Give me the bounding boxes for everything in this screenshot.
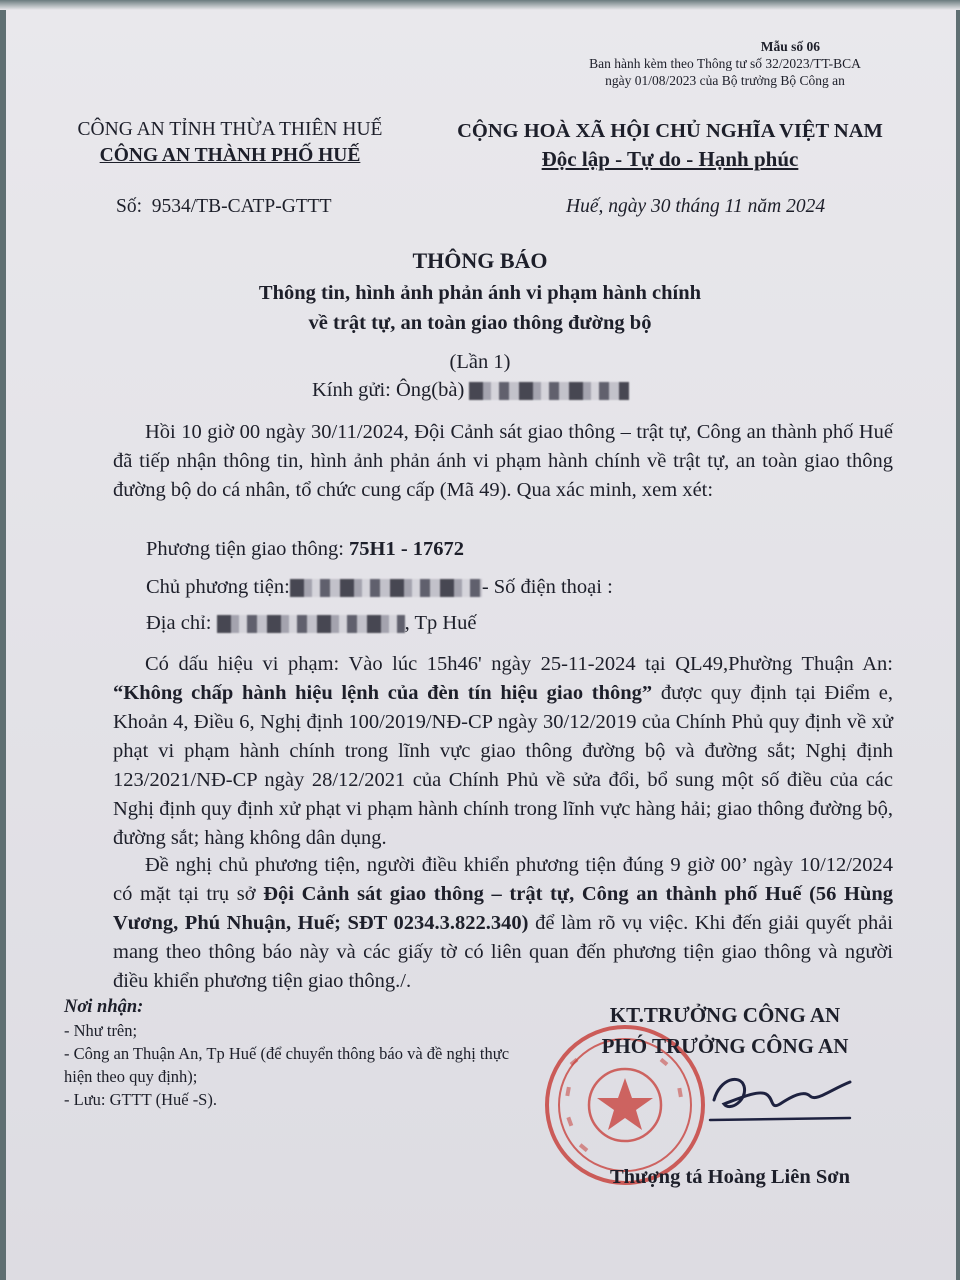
address-line xyxy=(146,609,477,638)
redacted-address xyxy=(217,615,405,633)
recipients-heading: Nơi nhận: xyxy=(64,997,144,1017)
document-number: Số: 9534/TB-CATP-GTTT xyxy=(116,196,332,217)
address-label: Địa chỉ: xyxy=(146,612,212,634)
phone-label: - Số điện thoại : xyxy=(481,576,613,598)
notice-round: (Lần 1) xyxy=(449,351,511,373)
page-edge-shadow xyxy=(0,0,960,10)
issuing-agency: CÔNG AN THÀNH PHỐ HUẾ xyxy=(99,145,361,166)
signatory-name: Thượng tá Hoàng Liên Sơn xyxy=(609,1166,851,1188)
vehicle-label: Phương tiện giao thông: xyxy=(146,538,350,560)
recipients-block xyxy=(64,996,524,1111)
form-issued-line2: ngày 01/08/2023 của Bộ trưởng Bộ Công an xyxy=(605,73,845,88)
vehicle-line xyxy=(146,535,464,564)
redacted-owner-name xyxy=(290,579,482,597)
handwritten-signature xyxy=(700,1060,860,1130)
recipient-item: - Công an Thuận An, Tp Huế (để chuyển thông báo và đề nghị thực hiện theo quy định); xyxy=(64,1044,510,1086)
vehicle-plate: 75H1 - 17672 xyxy=(349,538,465,560)
document-subtitle-1: Thông tin, hình ảnh phản ánh vi phạm hành chính xyxy=(258,282,702,304)
signature-block xyxy=(530,1000,920,1062)
police-office-address: Đội Cảnh sát giao thông – trật tự, Công an thành phố Huế (56 Hùng Vương, Phú Nhuận, Huế; SĐT 0234.3.822.340) xyxy=(113,883,894,934)
issuing-agency-block xyxy=(40,117,420,169)
form-issued-line1: Ban hành kèm theo Thông tư số 32/2023/TT-BCA xyxy=(589,56,861,71)
national-motto: Độc lập - Tự do - Hạnh phúc xyxy=(541,147,799,171)
address-city: , Tp Huế xyxy=(404,612,477,634)
owner-label: Chủ phương tiện: xyxy=(146,576,290,598)
recipient-line xyxy=(312,376,629,405)
document-title: THÔNG BÁO xyxy=(412,248,548,273)
recipient-item: - Như trên; xyxy=(64,1021,138,1040)
country-name: CỘNG HOÀ XÃ HỘI CHỦ NGHĨA VIỆT NAM xyxy=(457,120,883,142)
form-reference xyxy=(560,38,890,89)
national-header xyxy=(430,117,910,173)
paragraph-request: Đề nghị chủ phương tiện, người điều khiển phương tiện đúng 9 giờ 00’ ngày 10/12/2024 có mặt tại trụ sở Đội Cảnh sát giao thông – trật tự, Công an thành phố Huế (56 Hùng Vương, Phú Nhuận, Huế; SĐT 0234.3.822.340) để làm rõ vụ việc. Khi đến giải quyết phải mang theo thông báo này và các giấy tờ có liên quan đến phương tiện giao thông và người điều khiển phương tiện giao thông./. xyxy=(113,854,894,992)
violation-description: “Không chấp hành hiệu lệnh của đèn tín hiệu giao thông” xyxy=(113,682,653,704)
signatory-title-2: PHÓ TRƯỞNG CÔNG AN xyxy=(601,1034,849,1058)
paragraph-violation: Có dấu hiệu vi phạm: Vào lúc 15h46' ngày 25-11-2024 tại QL49,Phường Thuận An: “Không chấp hành hiệu lệnh của đèn tín hiệu giao thông” được quy định tại Điểm e, Khoản 4, Điều 6, Nghị định 100/2019/NĐ-CP ngày 30/12/2019 của Chính Phủ quy định về xử phạt vi phạm hành chính trong lĩnh vực giao thông đường bộ và đường sắt; Nghị định 123/2021/NĐ-CP ngày 28/12/2021 của Chính Phủ về sửa đổi, bổ sung một số điều của các Nghị định quy định xử phạt vi phạm hành chính trong lĩnh vực hàng hải; giao thông đường bộ, đường sắt; hàng không dân dụng. xyxy=(113,653,893,849)
place-and-date: Huế, ngày 30 tháng 11 năm 2024 xyxy=(566,196,826,217)
recipient-item: - Lưu: GTTT (Huế -S). xyxy=(64,1090,217,1109)
form-number: Mẫu số 06 xyxy=(760,39,820,54)
owner-line xyxy=(146,573,613,602)
recipient-label: Kính gửi: Ông(bà) xyxy=(312,379,465,401)
paragraph-intro: Hồi 10 giờ 00 ngày 30/11/2024, Đội Cảnh sát giao thông – trật tự, Công an thành phố Huế đã tiếp nhận thông tin, hình ảnh phản ánh vi phạm hành chính về trật tự, an toàn giao thông đường bộ do cá nhân, tổ chức cung cấp (Mã 49). Qua xác minh, xem xét: xyxy=(113,421,893,501)
parent-agency: CÔNG AN TỈNH THỪA THIÊN HUẾ xyxy=(77,119,383,140)
signatory-title-1: KT.TRƯỞNG CÔNG AN xyxy=(609,1003,841,1027)
document-subtitle-2: về trật tự, an toàn giao thông đường bộ xyxy=(308,312,652,334)
redacted-recipient-name xyxy=(469,382,629,400)
